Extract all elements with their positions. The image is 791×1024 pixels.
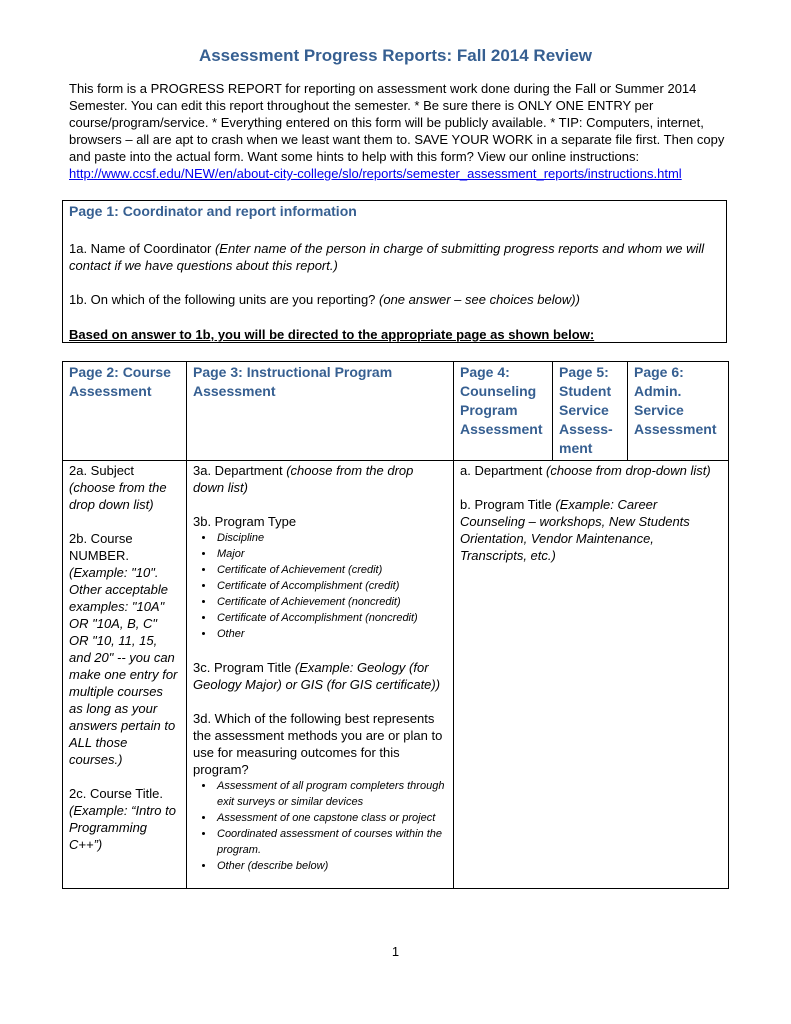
list-item: • Other (describe below) bbox=[215, 858, 447, 874]
header-admin-service: Page 6: Admin. Service Assessment bbox=[628, 362, 729, 461]
list-item: • Major bbox=[215, 546, 447, 562]
intro-text: This form is a PROGRESS REPORT for reporting on assessment work done during the Fall or Summer 2014 Semester. You can edit this report throughout the semester. * Be sure there is ONLY ONE ENTRY per course/program/service. * Everything entered on this form will be publicly available. * TIP: Computers, internet, browsers – all are apt to crash when we least want them to. SAVE YOUR WORK in a separate file first. Then copy and paste into the actual form. Want some hints to help with this form? View our online instructions: bbox=[69, 81, 725, 164]
question-service-a-hint: (choose from drop-down list) bbox=[546, 463, 711, 478]
header-course-assessment: Page 2: Course Assessment bbox=[63, 362, 187, 461]
list-item: • Discipline bbox=[215, 530, 447, 546]
list-item: • Certificate of Achievement (credit) bbox=[215, 562, 447, 578]
question-1b-hint: (one answer – see choices below)) bbox=[379, 292, 580, 307]
question-2b-hint: (Example: "10". Other acceptable examples: "10A" OR "10A, B, C" OR "10, 11, 15, and 20" -- you can make one entry for multiple courses as long as your answers pertain to ALL those courses.) bbox=[69, 565, 178, 767]
list-item: • Certificate of Accomplishment (credit) bbox=[215, 578, 447, 594]
assessment-method-list bbox=[193, 778, 447, 874]
table-body-row bbox=[63, 461, 729, 889]
question-1b bbox=[69, 291, 719, 308]
question-2a-label: 2a. Subject bbox=[69, 463, 135, 478]
program-type-list bbox=[193, 530, 447, 642]
question-2a-hint: (choose from the drop down list) bbox=[69, 480, 167, 512]
service-assessment-cell bbox=[454, 461, 729, 889]
question-3a-hint: (choose from the drop down list) bbox=[193, 463, 414, 495]
assessment-pages-table bbox=[62, 361, 729, 889]
question-2c-label: 2c. Course Title. bbox=[69, 786, 163, 801]
question-service-a-label: a. Department bbox=[460, 463, 546, 478]
question-1a bbox=[69, 240, 719, 274]
list-item: • Assessment of one capstone class or project bbox=[215, 810, 447, 826]
question-1a-label: 1a. Name of Coordinator bbox=[69, 241, 215, 256]
list-item: • Assessment of all program completers through exit surveys or similar devices bbox=[215, 778, 447, 810]
question-1a-hint: (Enter name of the person in charge of submitting progress reports and whom we will contact if we have questions about this report.) bbox=[69, 241, 705, 273]
question-service-b bbox=[460, 496, 722, 564]
question-2c-hint: (Example: “Intro to Programming C++”) bbox=[69, 803, 176, 852]
instructions-link[interactable]: http://www.ccsf.edu/NEW/en/about-city-college/slo/reports/semester_assessment_reports/instructions.html bbox=[69, 166, 682, 181]
header-student-service: Page 5: Student Service Assess-ment bbox=[553, 362, 628, 461]
course-assessment-cell bbox=[63, 461, 187, 889]
question-1b-label: 1b. On which of the following units are you reporting? bbox=[69, 292, 380, 307]
question-3c-label: 3c. Program Title bbox=[193, 660, 295, 675]
question-3a-label: 3a. Department bbox=[193, 463, 287, 478]
question-service-a bbox=[460, 462, 722, 479]
question-3c-hint: (Example: Geology (for Geology Major) or GIS (for GIS certificate)) bbox=[193, 660, 441, 692]
list-item: • Certificate of Accomplishment (noncredit) bbox=[215, 610, 447, 626]
list-item: • Coordinated assessment of courses within the program. bbox=[215, 826, 447, 858]
header-instructional-program: Page 3: Instructional Program Assessment bbox=[187, 362, 454, 461]
list-item: • Certificate of Achievement (noncredit) bbox=[215, 594, 447, 610]
question-2b-label: 2b. Course NUMBER. bbox=[69, 531, 133, 563]
table-header-row bbox=[63, 362, 729, 461]
question-service-b-hint: (Example: Career Counseling – workshops, New Students Orientation, Vendor Maintenance, Transcripts, etc.) bbox=[460, 497, 690, 563]
intro-paragraph bbox=[69, 80, 729, 182]
instructional-program-cell bbox=[187, 461, 454, 889]
question-3b-label: 3b. Program Type bbox=[193, 514, 297, 529]
list-item: • Other bbox=[215, 626, 447, 642]
header-counseling-program: Page 4: Counseling Program Assessment bbox=[454, 362, 553, 461]
question-service-b-label: b. Program Title bbox=[460, 497, 556, 512]
page-number: 1 bbox=[391, 944, 400, 959]
page1-heading: Page 1: Coordinator and report information bbox=[69, 203, 357, 219]
question-3a bbox=[193, 462, 447, 496]
question-3c bbox=[193, 659, 447, 693]
question-3d-label: 3d. Which of the following best represents the assessment methods you are or plan to use for measuring outcomes for this program? bbox=[193, 711, 443, 777]
document-title: Assessment Progress Reports: Fall 2014 Review bbox=[198, 46, 593, 65]
routing-note: Based on answer to 1b, you will be directed to the appropriate page as shown below: bbox=[69, 327, 595, 342]
